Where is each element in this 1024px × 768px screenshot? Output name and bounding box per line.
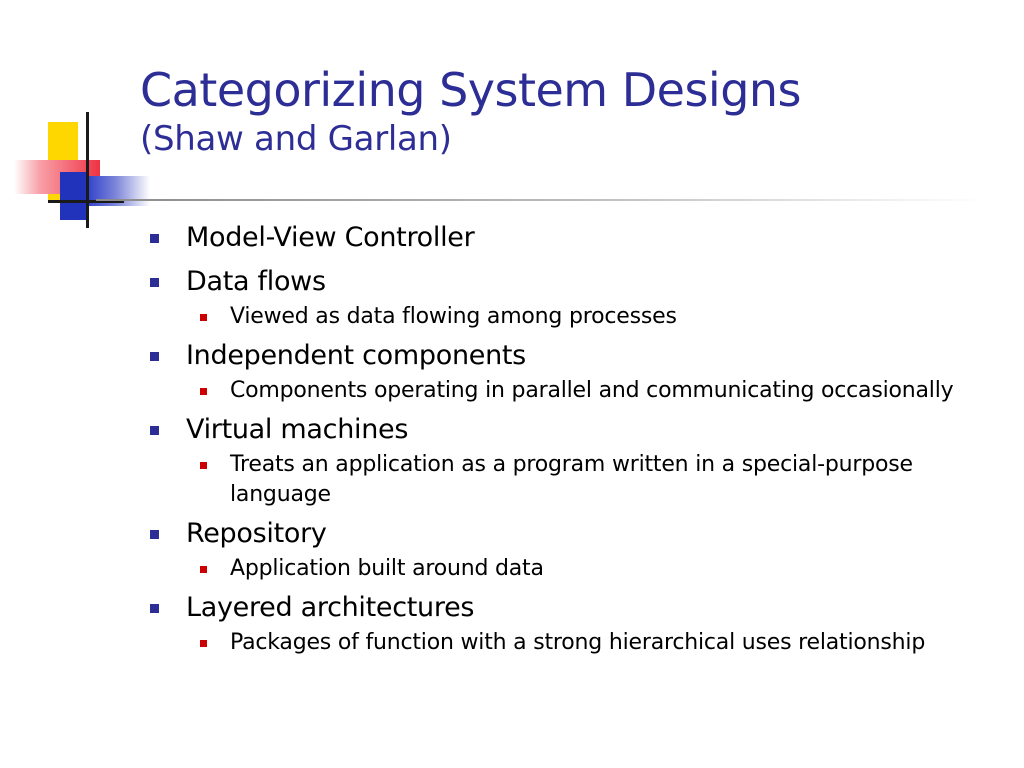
bullet-text: Independent components: [186, 340, 526, 371]
sub-bullet-item: [196, 376, 990, 406]
slide-subtitle: (Shaw and Garlan): [140, 119, 452, 160]
sub-bullet-list: [186, 554, 990, 584]
sub-bullet-text: Packages of function with a strong hierarchical uses relationship: [230, 630, 926, 655]
logo-blue-square: [60, 172, 88, 220]
bullet-text: Virtual machines: [186, 414, 409, 445]
sub-bullet-list: [186, 302, 990, 332]
bullet-item: [150, 588, 990, 658]
sub-bullet-text: Application built around data: [230, 556, 544, 581]
sub-bullet-item: [196, 628, 990, 658]
sub-bullet-list: [186, 376, 990, 406]
bullet-text: Data flows: [186, 266, 326, 297]
sub-bullet-text: Treats an application as a program written in a special-purpose language: [230, 452, 913, 507]
bullet-list: [150, 218, 990, 658]
sub-bullet-item: [196, 302, 990, 332]
bullet-item: [150, 410, 990, 510]
bullet-item: [150, 514, 990, 584]
sub-bullet-text: Viewed as data flowing among processes: [230, 304, 677, 329]
sub-bullet-list: [186, 628, 990, 658]
sub-bullet-item: [196, 554, 990, 584]
bullet-item: [150, 218, 990, 258]
sub-bullet-text: Components operating in parallel and communicating occasionally: [230, 378, 954, 403]
sub-bullet-list: [186, 450, 990, 510]
bullet-text: Layered architectures: [186, 592, 475, 623]
sub-bullet-item: [196, 450, 990, 510]
bullet-item: [150, 262, 990, 332]
slide-title: [140, 63, 802, 160]
bullet-text: Model-View Controller: [186, 222, 475, 253]
bullet-item: [150, 336, 990, 406]
bullet-text: Repository: [186, 518, 327, 549]
logo-vertical-line: [86, 112, 89, 228]
slide-title-text: Categorizing System Designs: [140, 63, 802, 117]
title-divider: [96, 199, 986, 201]
